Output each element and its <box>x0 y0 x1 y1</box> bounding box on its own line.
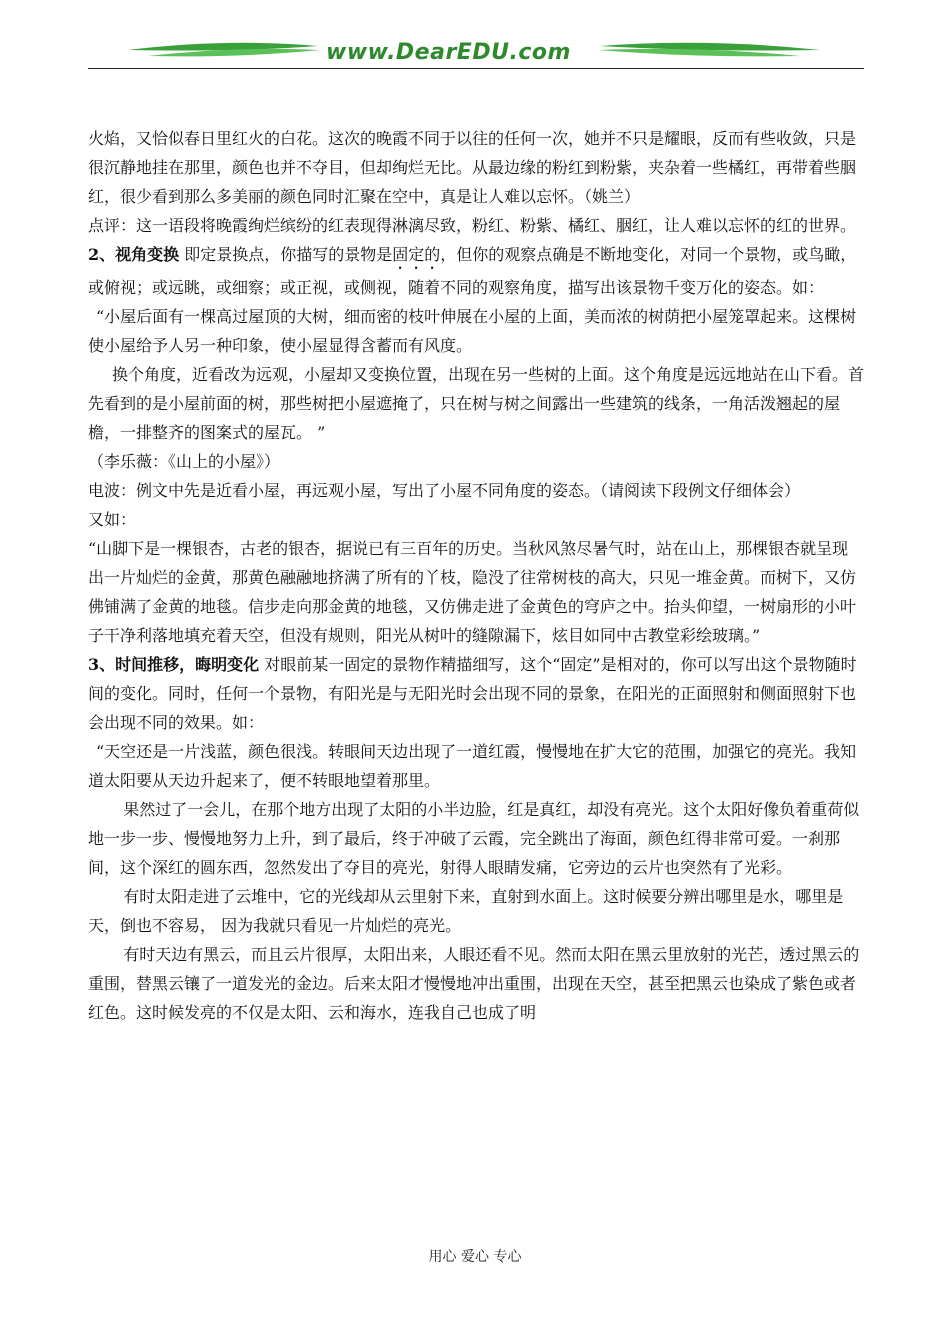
section-2 <box>88 240 864 302</box>
page-header <box>88 36 864 72</box>
section-2-title: 2、视角变换 <box>88 245 180 264</box>
section-3-text: 对眼前某一固定的景物作精描细写，这个“固定”是相对的，你可以写出这个景物随时间的变化。同时，任何一个景物，有阳光是与无阳光时会出现不同的景象，在阳光的正面照射和侧面照射下也会出现不同的效果。如： <box>88 655 857 732</box>
header-rule <box>88 68 864 69</box>
section-3 <box>88 650 864 737</box>
section-2-text-a: 即定景换点，你描写的景物是 <box>179 245 393 264</box>
quote-sunrise-3: 有时太阳走进了云堆中，它的光线却从云里射下来，直射到水面上。这时候要分辨出哪里是水，哪里是天，倒也不容易， 因为我就只看见一片灿烂的亮光。 <box>88 887 844 935</box>
quote-ginkgo: “山脚下是一棵银杏，古老的银杏，据说已有三百年的历史。当秋风煞尽暑气时，站在山上，那棵银杏就呈现出一片灿烂的金黄，那黄色融融地挤满了所有的丫枝，隐没了往常树枝的高大，只见一堆金黄。而树下，又仿佛铺满了金黄的地毯。信步走向那金黄的地毯，又仿佛走进了金黄色的穹庐之中。抬头仰望，一树扇形的小叶子干净利落地填充着天空，但没有规则，阳光从树叶的缝隙漏下，炫目如同中古教堂彩绘玻璃。” <box>88 539 857 645</box>
page-footer: 用心 爱心 专心 <box>428 1249 522 1265</box>
section-2-emphasis: 固定的 <box>392 245 441 264</box>
quote-cabin-1: “小屋后面有一棵高过屋顶的大树，细而密的枝叶伸展在小屋的上面，美而浓的树荫把小屋笼罩起来。这棵树使小屋给予人另一种印象，使小屋显得含蓄而有风度。 <box>88 307 857 355</box>
quote-sunrise-4: 有时天边有黑云，而且云片很厚，太阳出来，人眼还看不见。然而太阳在黑云里放射的光芒，透过黑云的重围，替黑云镶了一道发光的金边。后来太阳才慢慢地冲出重围，出现在天空，甚至把黑云也染成了紫色或者红色。这时候发亮的不仅是太阳、云和海水，连我自己也成了明 <box>88 945 860 1022</box>
section-2-text-b: ，但你的观察点确是不断地变化，对同一个景物，或鸟瞰，或俯视；或远眺，或细察；或正视，或侧视，随着不同的观察角度，描写出该景物千变万化的姿态。如： <box>88 245 857 297</box>
site-logo[interactable]: www.DearEDU.com <box>326 40 571 65</box>
quote-sunrise-2: 果然过了一会儿，在那个地方出现了太阳的小半边脸，红是真红，却没有亮光。这个太阳好像负着重荷似地一步一步、慢慢地努力上升，到了最后，终于冲破了云霞，完全跳出了海面，颜色红得非常可爱。一刹那间，这个深红的圆东西，忽然发出了夺目的亮光，射得人眼睛发痛，它旁边的云片也突然有了光彩。 <box>88 800 860 877</box>
quote-cabin-2: 换个角度，近看改为远观，小屋却又变换位置，出现在另一些树的上面。这个角度是远远地站在山下看。首先看到的是小屋前面的树，那些树把小屋遮掩了，只在树与树之间露出一些建筑的线条，一角活泼翘起的屋檐，一排整齐的图案式的屋瓦。 ” <box>88 365 865 442</box>
section-3-title: 3、时间推移，晦明变化 <box>88 655 260 674</box>
paragraph-analysis: 电波：例文中先是近看小屋，再远观小屋，写出了小屋不同角度的姿态。（请阅读下段例文仔细体会） <box>88 481 801 500</box>
paragraph-sunset-text: 火焰，又恰似春日里红火的白花。这次的晚霞不同于以往的任何一次，她并不只是耀眼，反而有些收敛，只是很沉静地挂在那里，颜色也并不夺目，但却绚烂无比。从最边缘的粉红到粉紫，夹杂着一些橘红，再带着些胭红，很少看到那么多美丽的颜色同时汇聚在空中，真是让人难以忘怀。（姚兰） <box>88 129 857 206</box>
quote-source: （李乐薇：《山上的小屋》） <box>88 452 281 471</box>
paragraph-another-example: 又如： <box>88 510 137 529</box>
paragraph-comment: 点评：这一语段将晚霞绚烂缤纷的红表现得淋漓尽致，粉红、粉紫、橘红、胭红，让人难以忘怀的红的世界。 <box>88 216 857 235</box>
article-body <box>88 124 864 1027</box>
quote-sunrise-1: “天空还是一片浅蓝，颜色很浅。转眼间天边出现了一道红霞，慢慢地在扩大它的范围，加强它的亮光。我知道太阳要从天边升起来了，便不转眼地望着那里。 <box>88 742 857 790</box>
